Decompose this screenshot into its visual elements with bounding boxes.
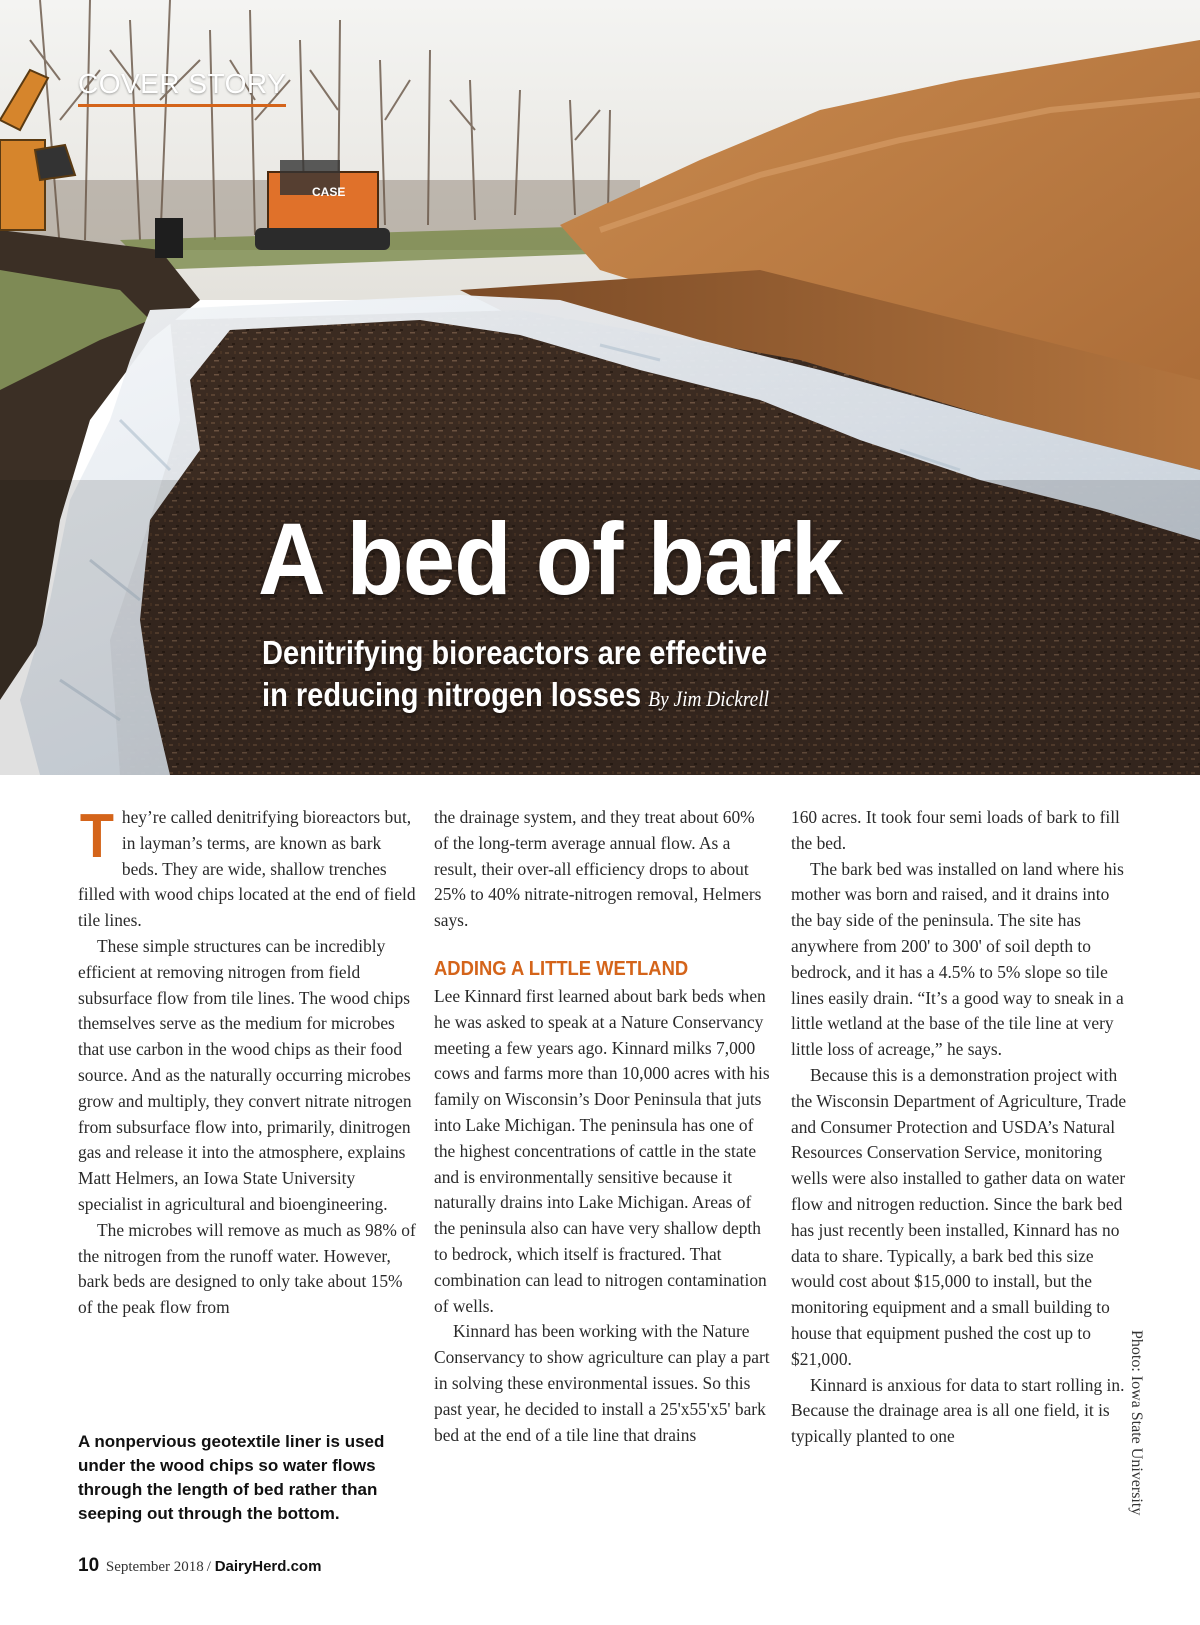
deck-line-2-text: in reducing nitrogen losses xyxy=(262,676,642,713)
byline: By Jim Dickrell xyxy=(648,686,770,711)
paragraph: the drainage system, and they treat about 60% of the long-term average annual flow. As a result, their over-all efficiency drops to about 25% to 40% nitrate-nitrogen removal, Helmers says. xyxy=(434,807,762,931)
page-number: 10 xyxy=(78,1555,100,1576)
headline: A bed of bark xyxy=(258,502,843,616)
deck-line-2 xyxy=(262,674,896,720)
website-link[interactable]: DairyHerd.com xyxy=(214,1558,322,1575)
paragraph-text: hey’re called denitrifying bioreactors but, in layman’s terms, are known as bark beds. They are wide, shallow trenches filled with wood chips located at the end of field tile lines. xyxy=(78,807,416,931)
drop-cap: T xyxy=(79,802,114,871)
paragraph: Because this is a demonstration project with the Wisconsin Department of Agriculture, Trade and Consumer Protection and USDA’s Natural Resources Conservation Service, monitoring wells were also installed to gather data on water flow and nitrogen reduction. Since the bark bed has just recently been installed, Kinnard has no data to share. Typically, a bark bed this size would cost about $15,000 to install, but the monitoring equipment and a small building to house that equipment pushed the cost up to $21,000. xyxy=(791,1064,1127,1369)
subhead: ADDING A LITTLE WETLAND xyxy=(434,957,689,980)
paragraph: Lee Kinnard first learned about bark beds when he was asked to speak at a Nature Conservancy meeting a few years ago. Kinnard milks 7,000 cows and farms more than 10,000 acres with his family on Wisconsin’s Door Peninsula that juts into Lake Michigan. The peninsula has one of the highest concentrations of cattle in the state and is environmentally sensitive because it naturally drains into Lake Michigan. Areas of the peninsula also can have very shallow depth to bedrock, which itself is fractured. That combination can lead to nitrogen contamination of wells. xyxy=(434,985,770,1316)
skid-steer-loader xyxy=(255,160,390,250)
paragraph: The microbes will remove as much as 98% of the nitrogen from the runoff water. However, bark beds are designed to only take about 15% of the peak flow from xyxy=(78,1219,416,1318)
paragraph xyxy=(78,802,416,934)
footer-separator: / xyxy=(206,1559,211,1575)
section-tag: COVER STORY xyxy=(78,68,286,107)
deck xyxy=(262,632,896,720)
page-footer xyxy=(78,1555,321,1577)
paragraph: Kinnard has been working with the Nature Conservancy to show agriculture can play a part in solving these environmental issues. So this past year, he decided to install a 25'x55'x5' bark bed at the end of a tile line that drains xyxy=(434,1321,770,1445)
article-column-1 xyxy=(78,802,416,1321)
paragraph: Kinnard is anxious for data to start rolling in. Because the drainage area is all one field, it is typically planted to one xyxy=(791,1374,1125,1447)
photo-credit: Photo: Iowa State University xyxy=(1128,1330,1145,1516)
issue-date: September 2018 xyxy=(105,1559,204,1575)
article-column-2 xyxy=(434,805,772,1448)
article-column-3 xyxy=(791,805,1129,1450)
paragraph: These simple structures can be incredibly efficient at removing nitrogen from field subsurface flow from tile lines. The wood chips themselves serve as the medium for microbes that use carbon in the wood chips as their food source. And as the naturally occurring microbes grow and multiply, they convert nitrate nitrogen from subsurface flow into, primarily, dinitrogen gas and release it into the atmosphere, explains Matt Helmers, an Iowa State University specialist in agricultural and bioengineering. xyxy=(78,935,412,1214)
hero-photo-area xyxy=(0,0,1200,775)
skid-steer-brand: CASE xyxy=(312,185,346,199)
paragraph: 160 acres. It took four semi loads of bark to fill the bed. xyxy=(791,807,1120,853)
deck-line-1: Denitrifying bioreactors are effective xyxy=(262,634,768,671)
paragraph: The bark bed was installed on land where his mother was born and raised, and it drains into the bay side of the peninsula. The site has anywhere from 200' to 300' of soil depth to bedrock, and it has a 4.5% to 5% slope so tile lines easily drain. “It’s a good way to sneak in a little wetland at the base of the tile line at very little loss of acreage,” he says. xyxy=(791,858,1124,1060)
photo-caption: A nonpervious geotextile liner is used under the wood chips so water flows through the length of bed rather than seeping out through the bottom. xyxy=(78,1432,385,1523)
